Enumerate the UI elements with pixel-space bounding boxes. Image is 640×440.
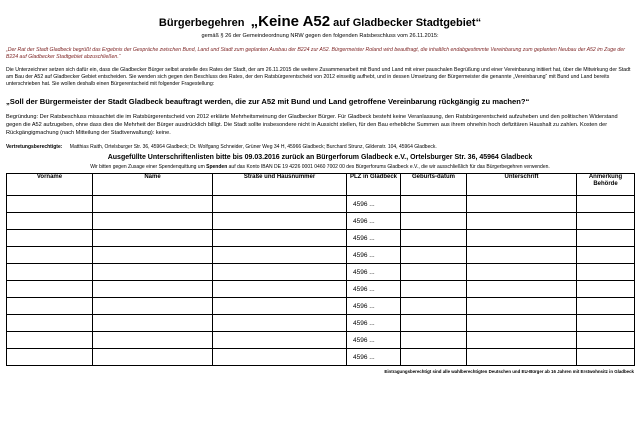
table-row [7,315,635,332]
cell-strasse[interactable] [213,196,347,213]
cell-plz[interactable]: 4596 ... [347,196,401,213]
table-row [7,298,635,315]
cell-geburtsdatum[interactable] [401,298,467,315]
cell-name[interactable] [93,213,213,230]
subtitle: gemäß § 26 der Gemeindeordnung NRW gegen den folgenden Ratsbeschluss vom 26.11.2015: [201,33,439,39]
cell-plz[interactable]: 4596 ... [347,281,401,298]
cell-plz[interactable]: 4596 ... [347,332,401,349]
page-title [6,14,634,31]
cell-strasse[interactable] [213,281,347,298]
cell-name[interactable] [93,298,213,315]
intro-paragraph: Die Unterzeichner setzen sich dafür ein, dass die Gladbecker Bürger selbst anstelle des Rates der Stadt, der am 26.11.2015 die weitere Zusammenarbeit mit Bund und Land mit einer pauschalen Begrüßung und einer Vereinbarung initiiert hat, über die Mitwirkung der Stadt am Bau der A52 auf Gladbecker Gebiet entscheiden. Sie wenden sich gegen den Beschluss des Rates, der den Ratsbürgerentscheid von 2012 einseitig aufhebt, und in dessen Umsetzung der Bürgermeister die genannte „Vereinbarung“ mit Bund und Land bereits unterschrieben hat. Sie wollen deshalb einen Bürgerentscheid mit folgender Fragestellung: [6,66,631,88]
representatives [6,144,634,150]
table-header-row [7,174,635,196]
representatives-label: Vertretungsberechtigte: [6,144,63,151]
header-strasse: Straße und Hausnummer [213,174,347,196]
header-plz: PLZ in Gladbeck [347,174,401,196]
cell-strasse[interactable] [213,315,347,332]
council-resolution-quote: „Der Rat der Stadt Gladbeck begrüßt das Ergebnis der Gespräche zwischen Bund, Land und Stadt zum geplanten Ausbau der B224 zur A52. Bürgermeister Roland wird beauftragt, die inhaltlich endabgestimmte Vereinbarung zum geplanten Neubau der A52 im Zuge der B224 auf Gladbecker Stadtgebiet abzuschließen.“ [6,47,625,61]
title-main: „Keine A52 [250,13,331,30]
header-name: Name [93,174,213,196]
table-row [7,230,635,247]
cell-strasse[interactable] [213,349,347,366]
cell-unterschrift[interactable] [467,264,577,281]
cell-unterschrift[interactable] [467,315,577,332]
table-row [7,247,635,264]
cell-geburtsdatum[interactable] [401,281,467,298]
cell-vorname[interactable] [7,281,93,298]
cell-anmerkung [577,281,635,298]
table-row [7,213,635,230]
cell-anmerkung [577,332,635,349]
header-vorname: Vorname [7,174,93,196]
table-row [7,349,635,366]
cell-geburtsdatum[interactable] [401,315,467,332]
cell-strasse[interactable] [213,230,347,247]
cell-name[interactable] [93,196,213,213]
cell-plz[interactable]: 4596 ... [347,230,401,247]
table-row [7,281,635,298]
cell-vorname[interactable] [7,315,93,332]
cell-geburtsdatum[interactable] [401,230,467,247]
header-unterschrift: Unterschrift [467,174,577,196]
cell-name[interactable] [93,281,213,298]
cell-unterschrift[interactable] [467,298,577,315]
eligibility-footer: Eintragungsberechtigt sind alle wahlberechtigten Deutschen und EU-Bürger ab 16 Jahren mit Erstwohnsitz in Gladbeck [384,369,634,375]
cell-vorname[interactable] [7,349,93,366]
donation-text-after: auf das Konto IBAN DE 19 4226 0001 0460 7002 00 des Bürgerforums Gladbeck e.V., die wir ausschließlich für das Bürgerbegehren verwenden. [228,164,550,171]
cell-vorname[interactable] [7,264,93,281]
cell-strasse[interactable] [213,213,347,230]
cell-vorname[interactable] [7,196,93,213]
cell-geburtsdatum[interactable] [401,264,467,281]
cell-unterschrift[interactable] [467,349,577,366]
cell-name[interactable] [93,349,213,366]
header-anmerkung: Anmerkung Behörde [577,174,635,196]
cell-strasse[interactable] [213,247,347,264]
cell-plz[interactable]: 4596 ... [347,213,401,230]
cell-vorname[interactable] [7,213,93,230]
cell-name[interactable] [93,332,213,349]
header-geburtsdatum: Geburts-datum [401,174,467,196]
cell-geburtsdatum[interactable] [401,196,467,213]
table-row [7,264,635,281]
donation-note [6,164,634,170]
table-row [7,196,635,213]
cell-name[interactable] [93,315,213,332]
signature-table [6,173,635,366]
cell-name[interactable] [93,247,213,264]
cell-unterschrift[interactable] [467,247,577,264]
cell-geburtsdatum[interactable] [401,213,467,230]
cell-anmerkung [577,349,635,366]
cell-geburtsdatum[interactable] [401,349,467,366]
cell-anmerkung [577,247,635,264]
cell-vorname[interactable] [7,247,93,264]
cell-vorname[interactable] [7,230,93,247]
title-suffix: auf Gladbecker Stadtgebiet“ [333,17,482,29]
cell-name[interactable] [93,230,213,247]
cell-anmerkung [577,196,635,213]
cell-plz[interactable]: 4596 ... [347,264,401,281]
cell-geburtsdatum[interactable] [401,247,467,264]
cell-plz[interactable]: 4596 ... [347,349,401,366]
reason-paragraph: Begründung: Der Ratsbeschluss missachtet die im Ratsbürgerentscheid von 2012 erklärte Mehrheitsmeinung der Gladbecker Bürger. Für Gladbeck besteht keine Veranlassung, den Ratsbürgerentscheid aufzuheben und den politischen Widerstand gegen die A52 aufzugeben, ohne dass dies die Mehrheit der Bürger ausdrücklich billigt. Die Stadt sollte insbesondere nicht in Aussicht stellen, für den Bau erhebliche Summen aus ihrem ohnehin hoch defizitären Haushalt zu zahlen. Kosten der Rückgängigmachung (nach Mitteilung der Stadtverwaltung): keine. [6,114,618,136]
cell-vorname[interactable] [7,332,93,349]
representatives-text: Matthias Raith, Ortelsburger Str. 36, 45964 Gladbeck; Dr. Wolfgang Schneider, Grüner Weg 34 H, 45966 Gladbeck; Burchard Strunz, Gildenstr. 104, 45964 Gladbeck. [69,144,437,151]
cell-unterschrift[interactable] [467,196,577,213]
cell-unterschrift[interactable] [467,332,577,349]
cell-plz[interactable]: 4596 ... [347,315,401,332]
cell-plz[interactable]: 4596 ... [347,298,401,315]
cell-anmerkung [577,298,635,315]
cell-anmerkung [577,315,635,332]
referendum-question: „Soll der Bürgermeister der Stadt Gladbeck beauftragt werden, die zur A52 mit Bund und Land getroffene Vereinbarung rückgängig zu machen?“ [6,97,530,107]
cell-strasse[interactable] [213,264,347,281]
cell-plz[interactable]: 4596 ... [347,247,401,264]
return-note: Ausgefüllte Unterschriftenlisten bitte bis 09.03.2016 zurück an Bürgerforum Gladbeck e.V., Ortelsburger Str. 36, 45964 Gladbeck [107,154,533,162]
cell-unterschrift[interactable] [467,230,577,247]
title-prefix: Bürgerbegehren [158,17,245,29]
cell-strasse[interactable] [213,332,347,349]
cell-anmerkung [577,264,635,281]
cell-anmerkung [577,230,635,247]
cell-geburtsdatum[interactable] [401,332,467,349]
cell-unterschrift[interactable] [467,281,577,298]
cell-vorname[interactable] [7,298,93,315]
donation-text-before: Wir bitten gegen Zusage einer Spendenquittung um [90,164,205,171]
cell-strasse[interactable] [213,298,347,315]
table-row [7,332,635,349]
cell-anmerkung [577,213,635,230]
donation-text-bold: Spenden [206,164,228,171]
cell-name[interactable] [93,264,213,281]
cell-unterschrift[interactable] [467,213,577,230]
petition-page [0,14,640,440]
